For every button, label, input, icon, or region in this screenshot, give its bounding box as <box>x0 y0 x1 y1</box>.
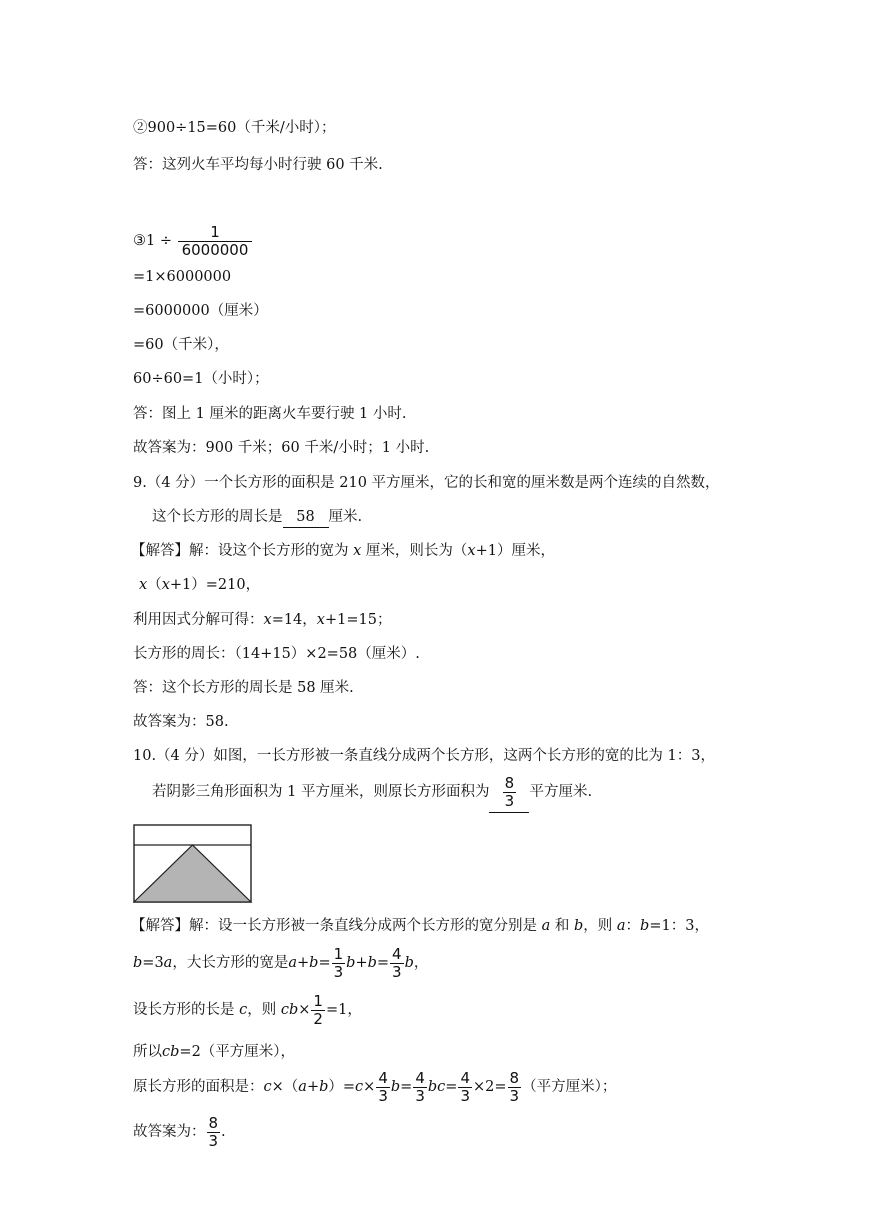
solution-line <box>131 541 555 561</box>
solution-text: +1=15； <box>324 612 392 628</box>
fraction-numerator: 8 <box>208 1113 219 1132</box>
variable: x <box>316 612 325 628</box>
solution-line <box>133 943 428 983</box>
answer-blank: 58 <box>283 507 329 528</box>
variable: b <box>319 1079 329 1095</box>
variable: b <box>404 955 414 971</box>
fraction-numerator: 4 <box>378 1068 388 1087</box>
variable: a <box>298 1079 307 1095</box>
fraction <box>458 1070 472 1105</box>
solution-text: （平方厘米）； <box>522 1079 617 1095</box>
fraction-numerator: 4 <box>392 944 402 963</box>
solution-text: ，则 <box>583 918 613 934</box>
solution-text: 原长方形的面积是： <box>133 1079 264 1095</box>
variable: b <box>133 955 143 971</box>
symbol: = <box>400 1079 413 1095</box>
fraction-numerator: 1 <box>313 991 323 1010</box>
fraction <box>376 1070 390 1105</box>
text-line: =1×6000000 <box>133 269 232 285</box>
solution-text: ×（ <box>271 1079 299 1095</box>
question-10-stem: 10.（4 分）如图，一长方形被一条直线分成两个长方形，这两个长方形的宽的比为 1：3， <box>133 748 715 764</box>
solution-text: 故答案为： <box>133 1124 206 1140</box>
solution-text: ，大长方形的宽是 <box>172 955 289 971</box>
fraction <box>390 946 404 981</box>
variable: c <box>263 1079 272 1095</box>
text-line: 60÷60=1（小时）； <box>133 371 269 387</box>
fraction-denominator: 3 <box>415 1086 425 1105</box>
fraction-denominator: 2 <box>313 1009 323 1028</box>
stem-text: 若阴影三角形面积为 1 平方厘米，则原长方形面积为 <box>152 784 490 800</box>
variable: b <box>390 1079 401 1095</box>
fraction-numerator: 8 <box>504 773 515 792</box>
fraction-denominator: 3 <box>378 1086 388 1105</box>
fraction-denominator: 3 <box>392 962 402 981</box>
fraction <box>207 1115 221 1150</box>
solution-line <box>133 1112 226 1152</box>
variable: a <box>616 918 626 934</box>
symbol: . <box>221 1124 226 1140</box>
variable: x <box>139 577 148 593</box>
variable: b <box>640 918 650 934</box>
stem-text: 这个长方形的周长是 <box>152 509 283 525</box>
solution-text: ，则 <box>247 1002 277 1018</box>
solution-text: ）= <box>328 1079 356 1095</box>
solution-text: 利用因式分解可得： <box>133 612 264 628</box>
variable: a <box>288 955 297 971</box>
fraction-denominator: 3 <box>333 962 344 981</box>
question-9-stem-cont <box>152 507 362 528</box>
fraction-denominator: 3 <box>504 791 515 810</box>
fraction-numerator: 4 <box>460 1068 470 1087</box>
variable: b <box>367 955 377 971</box>
text-line <box>133 222 253 260</box>
variable: x <box>467 543 476 559</box>
fraction <box>413 1070 427 1105</box>
symbol: ， <box>413 955 429 971</box>
solution-tag: 【解答】 <box>131 543 189 559</box>
variable: x <box>263 612 272 628</box>
variable: c <box>355 1079 364 1095</box>
text-line: =6000000（厘米） <box>133 303 268 319</box>
question-9-stem: 9.（4 分）一个长方形的面积是 210 平方厘米，它的长和宽的厘米数是两个连续的自然数， <box>133 475 720 491</box>
variable: b <box>288 1002 299 1018</box>
variable: a <box>163 955 173 971</box>
symbol: = <box>318 955 331 971</box>
solution-line: 故答案为：58. <box>133 714 229 730</box>
fraction-denominator: 6000000 <box>178 241 253 259</box>
fraction <box>311 993 325 1028</box>
fraction-numerator: 4 <box>415 1068 425 1087</box>
solution-line <box>133 1042 295 1062</box>
solution-tag: 【解答】 <box>131 918 189 934</box>
variable: c <box>239 1002 248 1018</box>
variable: b <box>346 955 356 971</box>
text-line: =60（千米）， <box>133 337 229 353</box>
solution-line <box>131 916 709 936</box>
variable: b <box>309 955 319 971</box>
symbol: + <box>306 1079 320 1095</box>
solution-text: 解：设一长方形被一条直线分成两个长方形的宽分别是 <box>189 918 537 934</box>
solution-line: 长方形的周长：（14+15）×2=58（厘米）. <box>133 646 420 662</box>
solution-text: =1， <box>325 1002 362 1018</box>
solution-line <box>133 990 362 1030</box>
text-line: ②900÷15=60（千米/小时）； <box>133 120 336 136</box>
symbol: = <box>376 955 390 971</box>
variable: a <box>541 918 551 934</box>
fraction-numerator: 1 <box>333 944 344 963</box>
solution-line <box>133 1067 616 1107</box>
stem-text: 厘米. <box>328 509 363 525</box>
symbol: + <box>355 955 368 971</box>
solution-text: 厘米，则长为（ <box>365 543 468 559</box>
solution-text: 所以 <box>133 1044 162 1060</box>
stem-text: 平方厘米. <box>529 784 593 800</box>
solution-text: =2（平方厘米）， <box>179 1044 296 1060</box>
variable: x <box>353 543 362 559</box>
rectangle-figure <box>133 824 253 904</box>
fraction-denominator: 3 <box>509 1086 520 1105</box>
variable: b <box>427 1079 438 1095</box>
fraction-denominator: 3 <box>460 1086 470 1105</box>
variable: c <box>280 1002 289 1018</box>
shaded-triangle <box>134 845 251 902</box>
fraction-denominator: 3 <box>208 1131 219 1150</box>
variable: c <box>437 1079 446 1095</box>
solution-text: 解：设这个长方形的宽为 <box>189 543 349 559</box>
symbol: × <box>363 1079 376 1095</box>
variable: b <box>170 1044 180 1060</box>
text-line: 答：图上 1 厘米的距离火车要行驶 1 小时. <box>133 406 407 422</box>
solution-text: +1）厘米， <box>475 543 555 559</box>
text-line: 答：这列火车平均每小时行驶 60 千米. <box>133 157 383 173</box>
variable: c <box>162 1044 171 1060</box>
fraction <box>332 946 346 981</box>
fraction <box>503 775 517 810</box>
fraction-numerator: 1 <box>210 222 220 241</box>
step-prefix: ③1 ÷ <box>133 233 172 249</box>
variable: b <box>573 918 584 934</box>
solution-text: +1）=210， <box>169 577 261 593</box>
symbol: × <box>298 1002 311 1018</box>
solution-text: 设长方形的长是 <box>133 1002 235 1018</box>
fraction-numerator: 8 <box>509 1068 520 1087</box>
fraction <box>508 1070 522 1105</box>
symbol: = <box>445 1079 458 1095</box>
symbol: + <box>296 955 310 971</box>
solution-line: 答：这个长方形的周长是 58 厘米. <box>133 680 354 696</box>
solution-text: =14， <box>271 612 317 628</box>
text-line: 故答案为：900 千米；60 千米/小时；1 小时. <box>133 440 430 456</box>
solution-line <box>139 575 260 595</box>
variable: x <box>161 577 170 593</box>
question-10-stem-cont <box>152 772 592 813</box>
fraction <box>178 224 253 259</box>
solution-text: （ <box>147 577 162 593</box>
solution-line <box>133 610 391 630</box>
solution-text: ： <box>625 918 641 934</box>
solution-text: 和 <box>554 918 570 934</box>
solution-text: ×2= <box>473 1079 507 1095</box>
solution-text: =1：3， <box>649 918 709 934</box>
answer-blank <box>489 772 529 813</box>
solution-text: =3 <box>142 955 164 971</box>
